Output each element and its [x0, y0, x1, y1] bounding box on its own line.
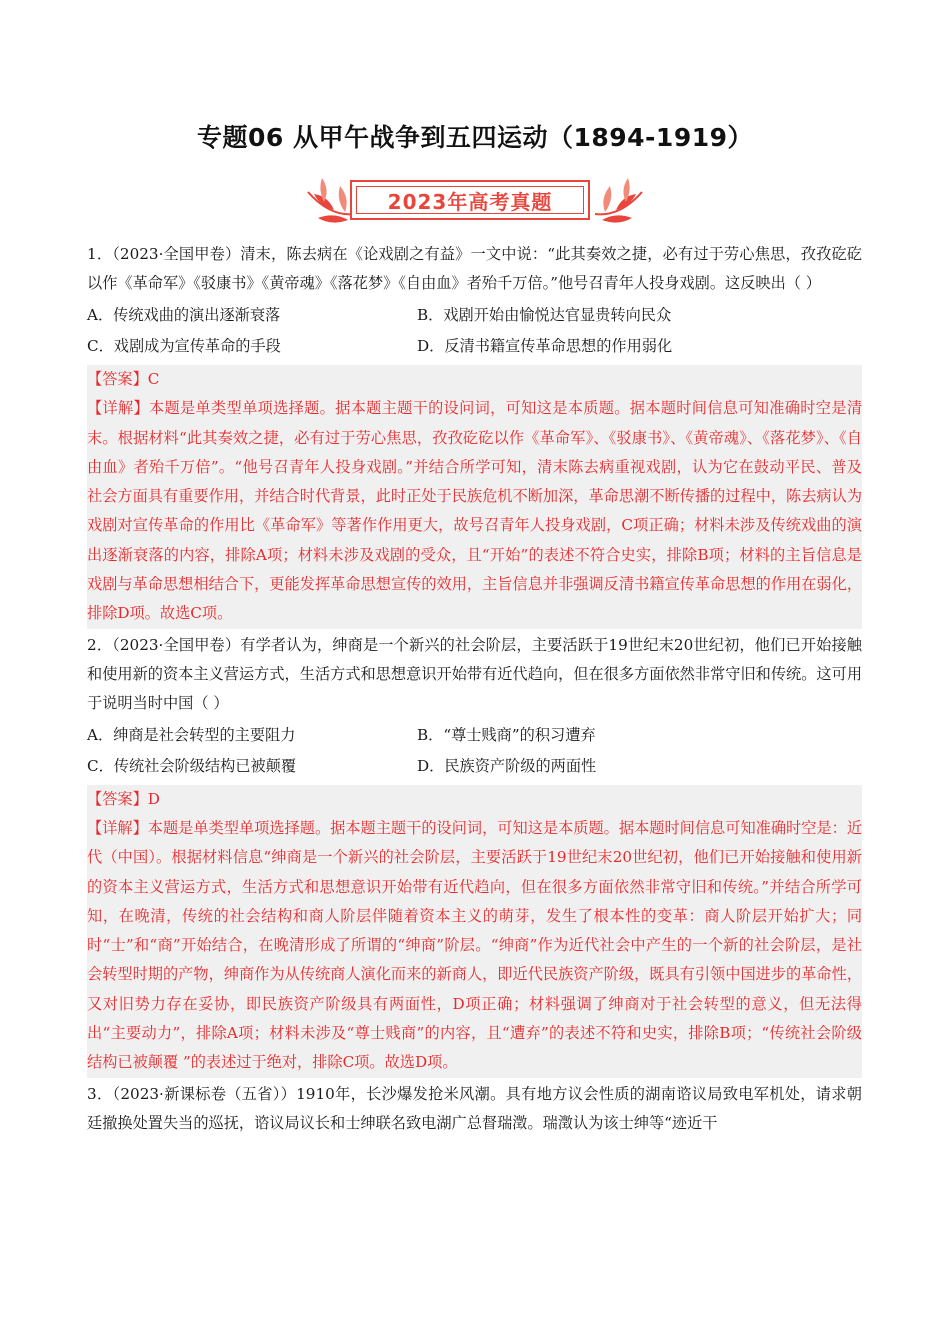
question-2 [87, 631, 862, 1078]
section-banner [300, 172, 650, 228]
question-stem: 3．（2023·新课标卷（五省））1910年，长沙爆发抢米风潮。具有地方议会性质的湖南谘议局致电军机处，请求朝廷撤换处置失当的巡抚，谘议局议长和士绅联名致电湖广总督瑞澂。瑞澂认为该士绅等“迹近干 [87, 1084, 862, 1132]
leaf-decoration-right-icon [590, 172, 650, 228]
option-d: D．民族资产阶级的两面性 [417, 756, 597, 775]
option-d: D．反清书籍宣传革命思想的作用弱化 [417, 337, 673, 355]
page-title: 专题06 从甲午战争到五四运动（1894-1919） [196, 123, 754, 152]
option-list [87, 720, 862, 782]
question-list [87, 240, 862, 1138]
question-1 [87, 240, 862, 629]
answer-explanation: 【详解】本题是单类型单项选择题。据本题主题干的设问词，可知这是本质题。据本题时间信息可知准确时空是：近代（中国）。根据材料信息“绅商是一个新兴的社会阶层，主要活跃于19世纪末20世纪初，他们已开始接触和使用新的资本主义营运方式，生活方式和思想意识开始带有近代趋向，但在很多方面依然非常守旧和传统。”并结合所学可知，在晚清，传统的社会结构和商人阶层伴随着资本主义的萌芽，发生了根本性的变革：商人阶层开始扩大；同时“士”和“商”开始结合，在晚清形成了所谓的“绅商”阶层。“绅商”作为近代社会中产生的一个新的社会阶层，是社会转型时期的产物，绅商作为从传统商人演化而来的新商人，即近代民族资产阶级，既具有引领中国进步的革命性，又对旧势力存在妥协，即民族资产阶级具有两面性，D项正确；材料强调了绅商对于社会转型的意义，但无法得出“主要动力”，排除A项；材料未涉及“尊士贱商”的内容，且“遭弃”的表述不符和史实，排除B项；“传统社会阶级结构已被颠覆 ”的表述过于绝对，排除C项。故选D项。 [87, 818, 862, 1072]
option-c: C．戏剧成为宣传革命的手段 [87, 337, 281, 355]
option-list [87, 300, 862, 362]
answer-block [87, 365, 862, 629]
option-b: B．戏剧开始由愉悦达官显贵转向民众 [417, 306, 672, 324]
banner-label: 2023年高考真题 [387, 189, 553, 214]
answer-block [87, 785, 862, 1078]
question-3 [87, 1080, 862, 1138]
question-stem: 1．（2023·全国甲卷）清末，陈去病在《论戏剧之有益》一文中说：“此其奏效之捷，必有过于劳心焦思，孜孜矻矻以作《革命军》《驳康书》《黄帝魂》《落花梦》《自由血》者殆千万倍。”他号召青年人投身戏剧。这反映出（ ） [87, 245, 862, 292]
answer-label: 【答案】C [87, 370, 160, 388]
option-a: A．绅商是社会转型的主要阻力 [87, 725, 296, 744]
answer-label: 【答案】D [87, 789, 160, 808]
answer-explanation: 【详解】本题是单类型单项选择题。据本题主题干的设问词，可知这是本质题。据本题时间信息可知准确时空是清末。根据材料“此其奏效之捷，必有过于劳心焦思，孜孜矻矻以作《革命军》、《驳康书》、《黄帝魂》、《落花梦》、《自由血》者殆千万倍”。“他号召青年人投身戏剧。”并结合所学可知，清末陈去病重视戏剧，认为它在鼓动平民、普及社会方面具有重要作用，并结合时代背景，此时正处于民族危机不断加深，革命思潮不断传播的过程中，陈去病认为戏剧对宣传革命的作用比《革命军》等著作作用更大，故号召青年人投身戏剧，C项正确；材料未涉及传统戏曲的演出逐渐衰落的内容，排除A项；材料未涉及戏剧的受众，且“开始”的表述不符合史实，排除B项；材料的主旨信息是戏剧与革命思想相结合下，更能发挥革命思想宣传的效用，主旨信息并非强调反清书籍宣传革命思想的作用在弱化，排除D项。故选C项。 [87, 399, 862, 623]
option-c: C．传统社会阶级结构已被颠覆 [87, 756, 297, 775]
option-a: A．传统戏曲的演出逐渐衰落 [87, 306, 281, 324]
question-stem: 2．（2023·全国甲卷）有学者认为，绅商是一个新兴的社会阶层，主要活跃于19世纪末20世纪初，他们已开始接触和使用新的资本主义营运方式，生活方式和思想意识开始带有近代趋向，但在很多方面依然非常守旧和传统。这可用于说明当时中国（ ） [87, 635, 862, 712]
banner-frame [350, 180, 590, 220]
option-b: B．“尊士贱商”的积习遭弃 [417, 725, 596, 744]
